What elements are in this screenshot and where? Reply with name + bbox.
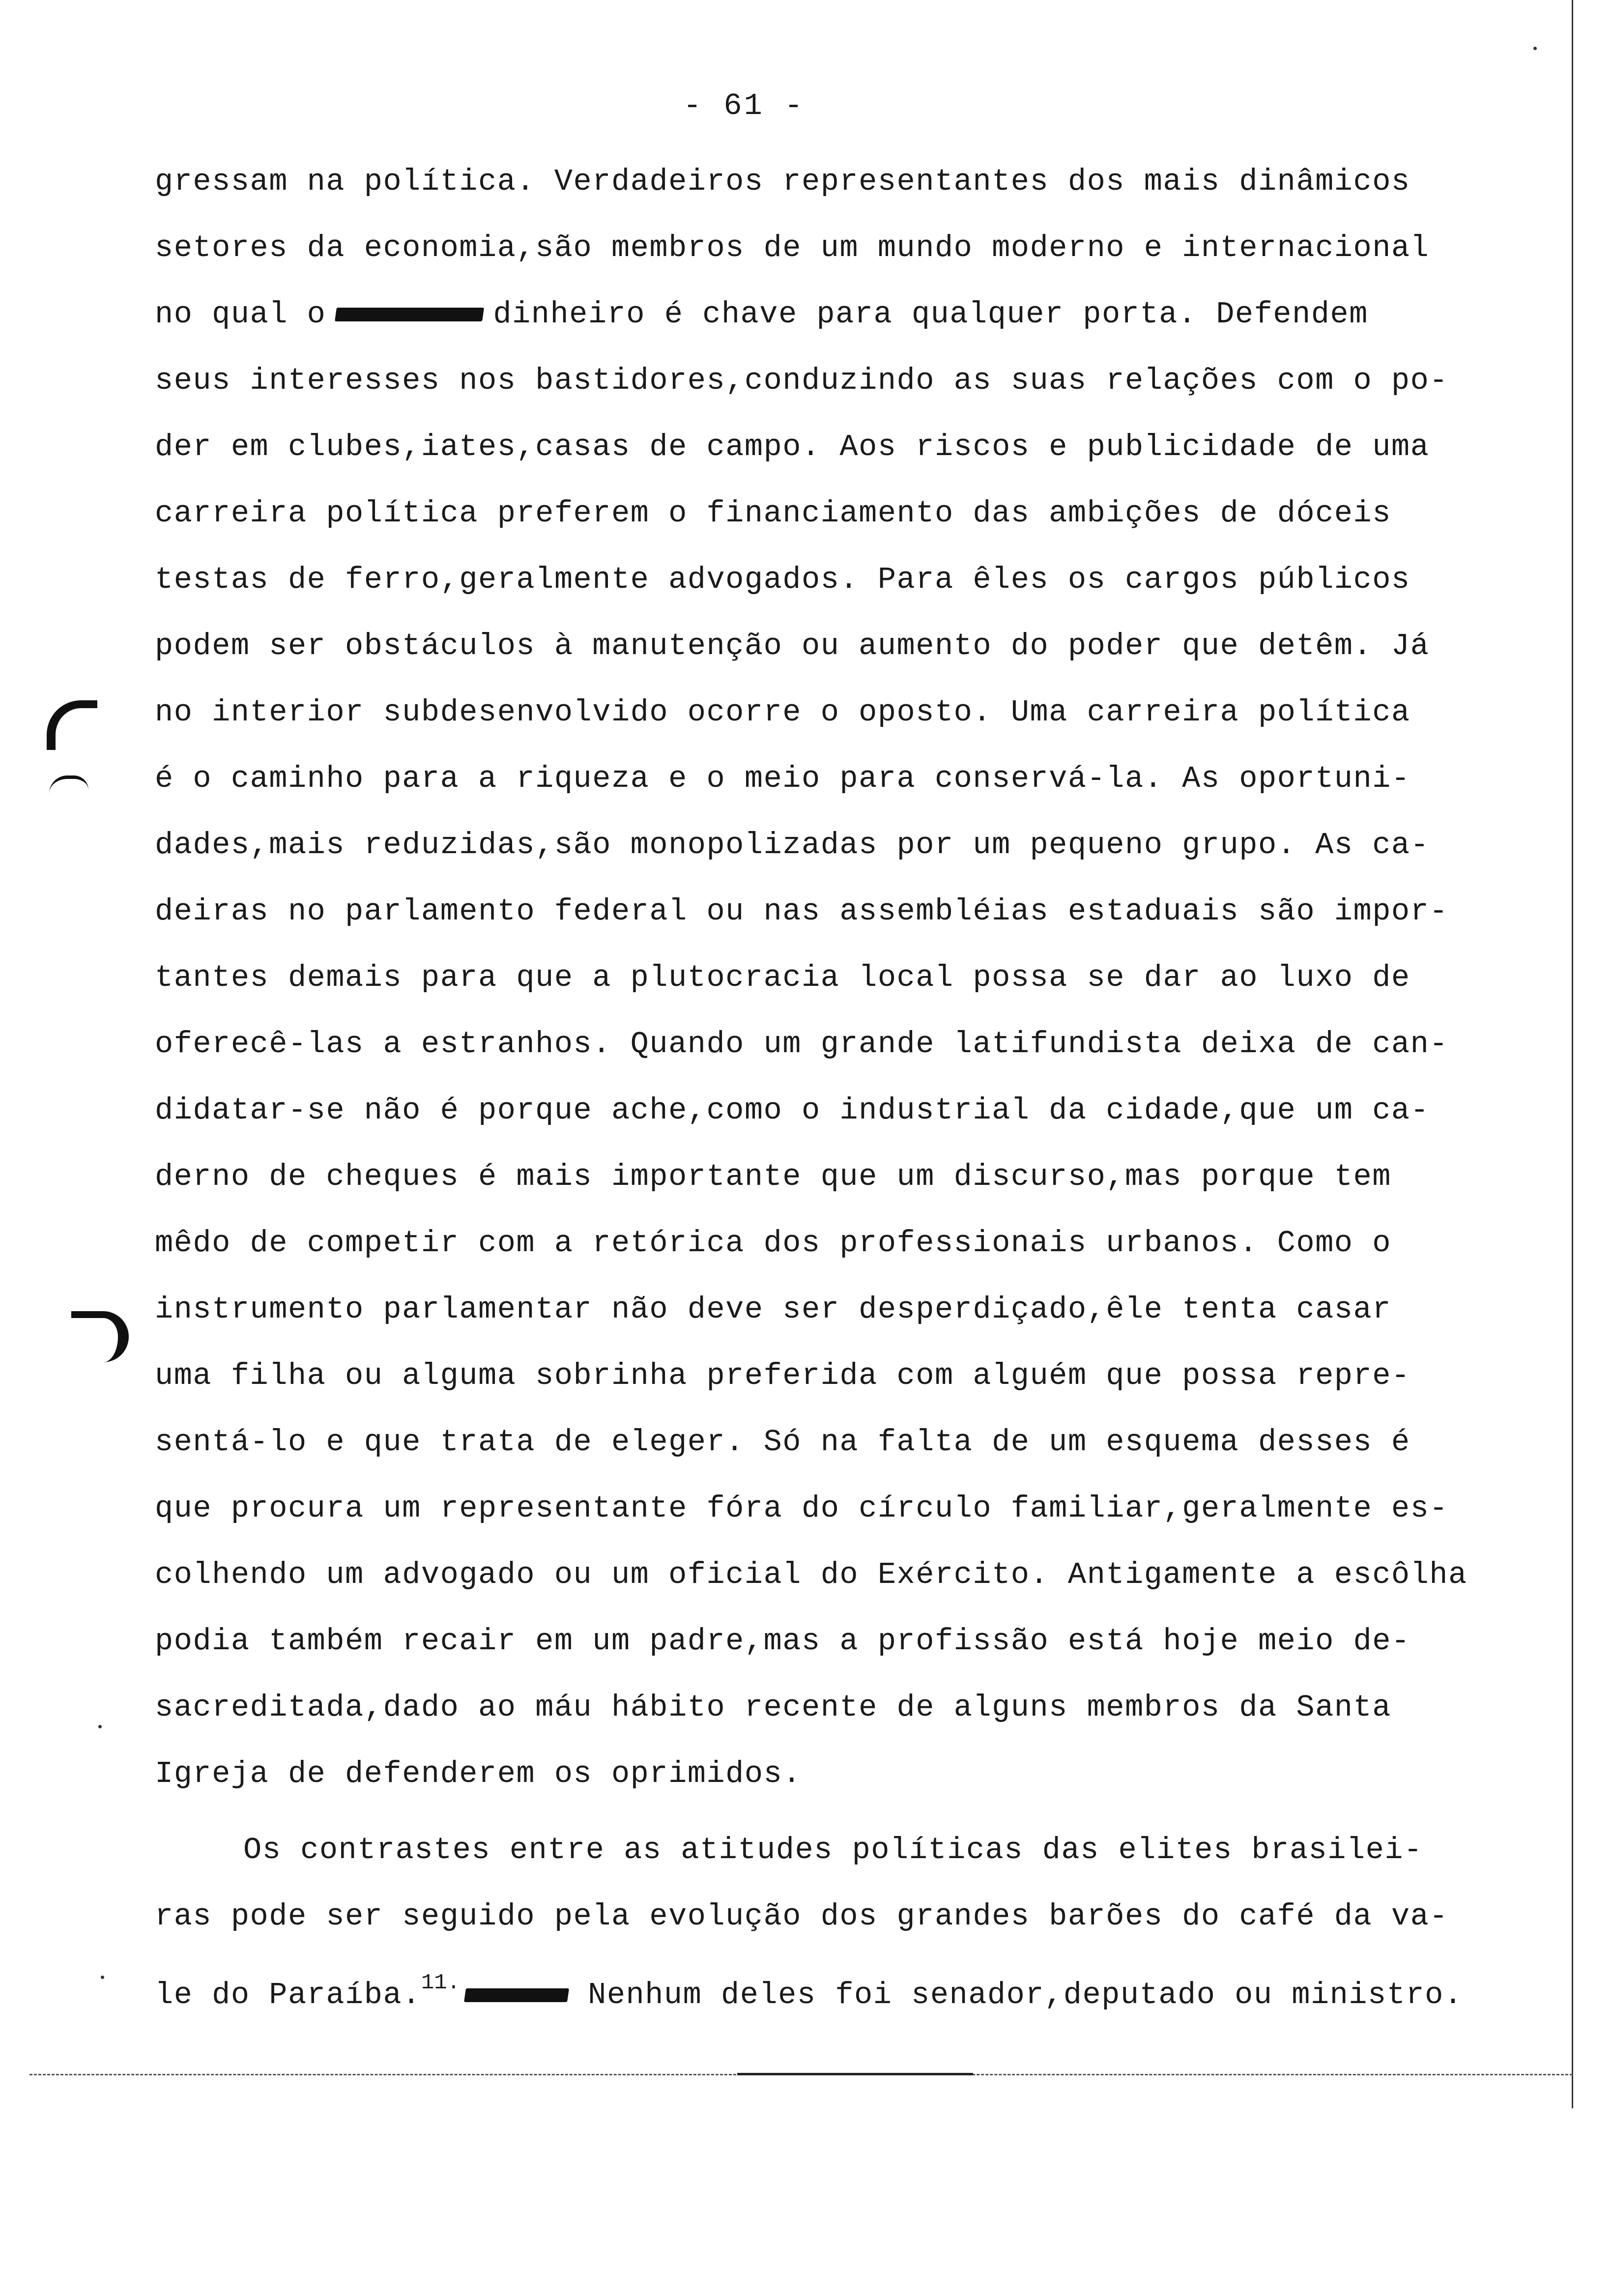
text-line xyxy=(155,1958,1551,2025)
text-fragment: Nenhum deles foi senador,deputado ou ministro. xyxy=(588,1978,1463,2012)
text-line: que procura um representante fóra do círculo familiar,geralmente es- xyxy=(155,1491,1449,1526)
typewritten-body xyxy=(155,157,1551,2025)
redaction-mark xyxy=(335,308,484,321)
text-line: gressam na política. Verdadeiros representantes dos mais dinâmicos xyxy=(155,164,1410,199)
ink-speck xyxy=(101,1976,104,1979)
text-line: ras pode ser seguido pela evolução dos grandes barões do café da va- xyxy=(155,1899,1449,1934)
text-line: derno de cheques é mais importante que um discurso,mas porque tem xyxy=(155,1159,1391,1194)
text-line: dades,mais reduzidas,são monopolizadas por um pequeno grupo. As ca- xyxy=(155,828,1430,862)
text-line: tantes demais para que a plutocracia local possa se dar ao luxo de xyxy=(155,960,1410,995)
right-margin-line xyxy=(1572,0,1573,2108)
text-line: oferecê-las a estranhos. Quando um grande latifundista deixa de can- xyxy=(155,1027,1449,1062)
text-fragment: le do Paraíba. xyxy=(155,1978,421,2012)
page-number: - 61 - xyxy=(683,88,805,123)
ink-speck xyxy=(1533,47,1537,50)
margin-bracket-mark xyxy=(49,775,88,794)
text-line: testas de ferro,geralmente advogados. Para êles os cargos públicos xyxy=(155,562,1410,597)
bottom-rule-accent xyxy=(737,2073,973,2075)
text-line: carreira política preferem o financiamento das ambições de dóceis xyxy=(155,496,1391,531)
text-line: no interior subdesenvolvido ocorre o oposto. Uma carreira política xyxy=(155,695,1410,730)
text-line: mêdo de competir com a retórica dos professionais urbanos. Como o xyxy=(155,1226,1391,1261)
ink-speck xyxy=(98,1725,102,1728)
text-line: uma filha ou alguma sobrinha preferida com alguém que possa repre- xyxy=(155,1358,1410,1393)
text-line: instrumento parlamentar não deve ser desperdiçado,êle tenta casar xyxy=(155,1292,1391,1327)
text-fragment: dinheiro é chave para qualquer porta. Defendem xyxy=(493,297,1368,332)
text-line: podia também recair em um padre,mas a profissão está hoje meio de- xyxy=(155,1624,1410,1659)
text-fragment: no qual o xyxy=(155,297,326,332)
footnote-reference: 11. xyxy=(421,1971,461,1995)
text-line: podem ser obstáculos à manutenção ou aumento do poder que detêm. Já xyxy=(155,629,1430,663)
text-line xyxy=(155,290,1551,356)
text-line: seus interesses nos bastidores,conduzindo as suas relações com o po- xyxy=(155,363,1449,398)
margin-bracket-mark xyxy=(71,1311,129,1362)
text-line: setores da economia,são membros de um mundo moderno e internacional xyxy=(155,230,1430,265)
text-line: didatar-se não é porque ache,como o industrial da cidade,que um ca- xyxy=(155,1093,1430,1128)
text-line: sentá-lo e que trata de eleger. Só na falta de um esquema desses é xyxy=(155,1425,1410,1460)
text-line: é o caminho para a riqueza e o meio para conservá-la. As oportuni- xyxy=(155,761,1410,796)
margin-bracket-mark xyxy=(47,700,97,750)
text-line: sacreditada,dado ao máu hábito recente de alguns membros da Santa xyxy=(155,1690,1391,1725)
text-line: deiras no parlamento federal ou nas assembléias estaduais são impor- xyxy=(155,894,1449,929)
redaction-mark xyxy=(464,1988,569,2002)
text-line: Igreja de defenderem os oprimidos. xyxy=(155,1756,802,1791)
text-line: der em clubes,iates,casas de campo. Aos riscos e publicidade de uma xyxy=(155,430,1430,464)
text-line: colhendo um advogado ou um oficial do Exército. Antigamente a escôlha xyxy=(155,1557,1468,1592)
text-line: Os contrastes entre as atitudes políticas das elites brasilei- xyxy=(243,1833,1423,1867)
